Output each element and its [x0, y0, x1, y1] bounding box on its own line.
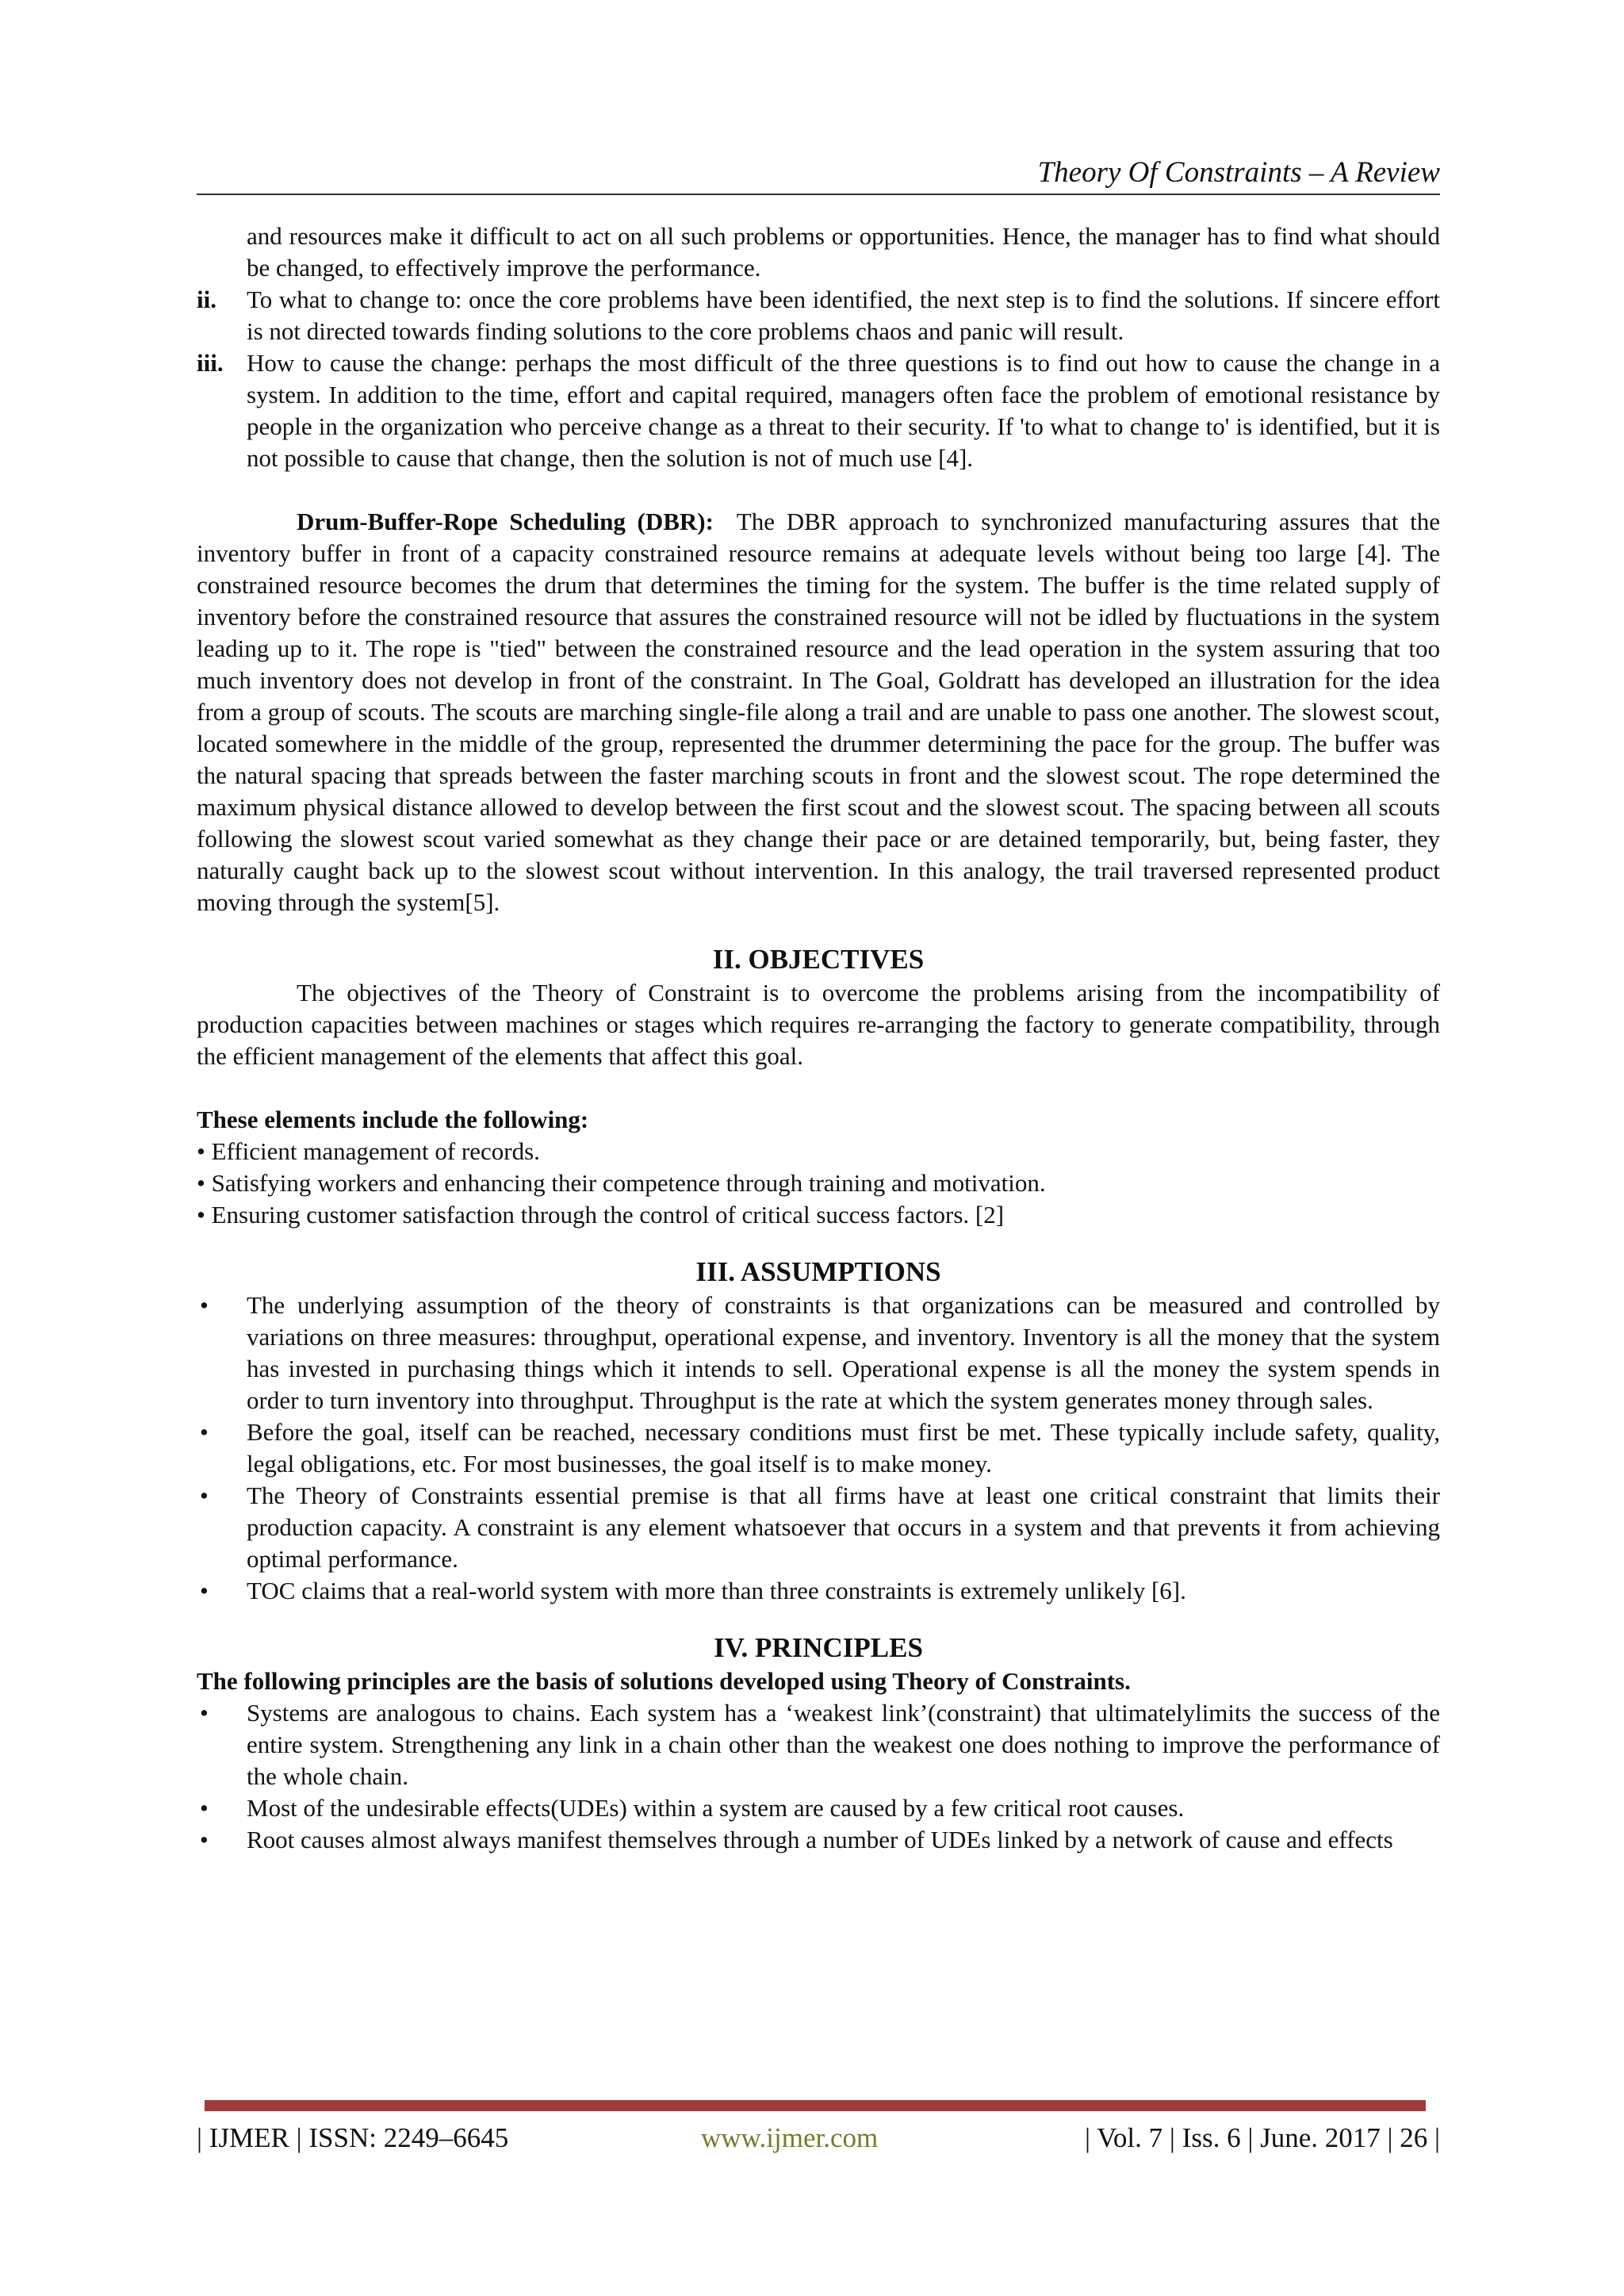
- dbr-lead: Drum-Buffer-Rope Scheduling (DBR):: [297, 508, 714, 535]
- intro-continuation: and resources make it difficult to act on all such problems or opportunities. Hence, the manager has to find what should be changed, to effectively improve the performance.: [247, 222, 1440, 282]
- bullet-icon: •: [200, 1291, 209, 1319]
- list-item-text: Root causes almost always manifest themselves through a number of UDEs linked by a network of cause and effects: [247, 1826, 1393, 1853]
- change-questions-list: [197, 284, 1440, 474]
- bullet-icon: •: [200, 1577, 209, 1604]
- spacer: [197, 918, 1440, 942]
- spacer: [197, 474, 1440, 506]
- list-item: [197, 1697, 1440, 1792]
- element-item: • Satisfying workers and enhancing their competence through training and motivation.: [197, 1169, 1046, 1197]
- principles-heading: IV. PRINCIPLES: [714, 1632, 923, 1663]
- assumptions-list: [197, 1290, 1440, 1607]
- list-item: [197, 1416, 1440, 1480]
- page-content: [197, 220, 1440, 1856]
- assumptions-heading: III. ASSUMPTIONS: [695, 1256, 941, 1287]
- spacer: [197, 1607, 1440, 1631]
- running-header: Theory Of Constraints – A Review: [1037, 156, 1440, 189]
- footer-journal-issn: | IJMER | ISSN: 2249–6645: [197, 2122, 509, 2153]
- list-item-text: How to cause the change: perhaps the most difficult of the three questions is to find out how to cause the change in a system. In addition to the time, effort and capital required, managers often face the problem of emotional resistance by people in the organization who perceive change as a threat to their security. If 'to what to change to' is identified, but it is not possible to cause that change, then the solution is not of much use [4].: [247, 349, 1440, 472]
- spacer: [197, 1231, 1440, 1255]
- dbr-paragraph: [197, 506, 1440, 918]
- objectives-paragraph: The objectives of the Theory of Constraint is to overcome the problems arising from the incompatibility of production capacities between machines or stages which requires re-arranging the factory to generate compatibility, through the efficient management of the elements that affect this goal.: [197, 979, 1440, 1070]
- bullet-icon: •: [200, 1418, 209, 1446]
- footer-volume-page: | Vol. 7 | Iss. 6 | June. 2017 | 26 |: [1085, 2122, 1440, 2153]
- list-item: [197, 284, 1440, 347]
- bullet-icon: •: [200, 1481, 209, 1509]
- list-item-text: Systems are analogous to chains. Each system has a ‘weakest link’(constraint) that ultimatelylimits the success of the entire system. Strengthening any link in a chain other than the weakest one does nothing to improve the performance of the whole chain.: [247, 1699, 1440, 1790]
- footer-website-link[interactable]: www.ijmer.com: [701, 2122, 879, 2153]
- bullet-icon: •: [200, 1826, 209, 1853]
- list-item-text: To what to change to: once the core problems have been identified, the next step is to find the solutions. If sincere effort is not directed towards finding solutions to the core problems chaos and panic will result.: [247, 286, 1440, 345]
- bullet-icon: •: [200, 1794, 209, 1822]
- list-item: [197, 1290, 1440, 1416]
- principles-list: [197, 1697, 1440, 1856]
- dbr-text: The DBR approach to synchronized manufacturing assures that the inventory buffer in front of a capacity constrained resource remains at adequate levels without being too large [4]. The constrained resource becomes the drum that determines the timing for the system. The buffer is the time related supply of inventory before the constrained resource that assures the constrained resource will not be idled by fluctuations in the system leading up to it. The rope is "tied" between the constrained resource and the lead operation in the system assuring that too much inventory does not develop in front of the constraint. In The Goal, Goldratt has developed an illustration for the idea from a group of scouts. The scouts are marching single-file along a trail and are unable to pass one another. The slowest scout, located somewhere in the middle of the group, represented the drummer determining the pace for the group. The buffer was the natural spacing that spreads between the faster marching scouts in front and the slowest scout. The rope determined the maximum physical distance allowed to develop between the first scout and the slowest scout. The spacing between all scouts following the slowest scout varied somewhat as they change their pace or are detained temporarily, but, being faster, they naturally caught back up to the slowest scout without intervention. In this analogy, the trail traversed represented product moving through the system[5].: [197, 508, 1440, 916]
- list-item-text: The Theory of Constraints essential premise is that all firms have at least one critical constraint that limits their production capacity. A constraint is any element whatsoever that occurs in a system and that prevents it from achieving optimal performance.: [247, 1481, 1440, 1573]
- objectives-heading: II. OBJECTIVES: [712, 944, 925, 975]
- list-marker: ii.: [197, 286, 216, 313]
- page-footer: [197, 2119, 1440, 2157]
- list-item-text: The underlying assumption of the theory of constraints is that organizations can be measured and controlled by variations on three measures: throughput, operational expense, and inventory. Inventory is all the money that the system has invested in purchasing things which it intends to sell. Operational expense is all the money the system spends in order to turn inventory into throughput. Throughput is the rate at which the system generates money through sales.: [247, 1291, 1440, 1414]
- footer-bar: [205, 2100, 1426, 2111]
- list-item: [197, 1824, 1440, 1856]
- list-marker: iii.: [197, 349, 224, 377]
- element-item: • Ensuring customer satisfaction through the control of critical success factors. [2]: [197, 1201, 1005, 1228]
- list-item-text: Most of the undesirable effects(UDEs) within a system are caused by a few critical root causes.: [247, 1794, 1185, 1822]
- spacer: [197, 1072, 1440, 1104]
- list-item: [197, 1480, 1440, 1575]
- principles-intro: The following principles are the basis of solutions developed using Theory of Constraints.: [197, 1667, 1131, 1695]
- list-item: [197, 1575, 1440, 1607]
- list-item-text: Before the goal, itself can be reached, necessary conditions must first be met. These typically include safety, quality, legal obligations, etc. For most businesses, the goal itself is to make money.: [247, 1418, 1440, 1478]
- elements-heading: These elements include the following:: [197, 1106, 589, 1133]
- bullet-icon: •: [200, 1699, 209, 1727]
- list-item: [197, 347, 1440, 474]
- list-item: [197, 1792, 1440, 1824]
- element-item: • Efficient management of records.: [197, 1137, 540, 1165]
- header-rule: [197, 194, 1440, 195]
- list-item-text: TOC claims that a real-world system with more than three constraints is extremely unlikely [6].: [247, 1577, 1186, 1604]
